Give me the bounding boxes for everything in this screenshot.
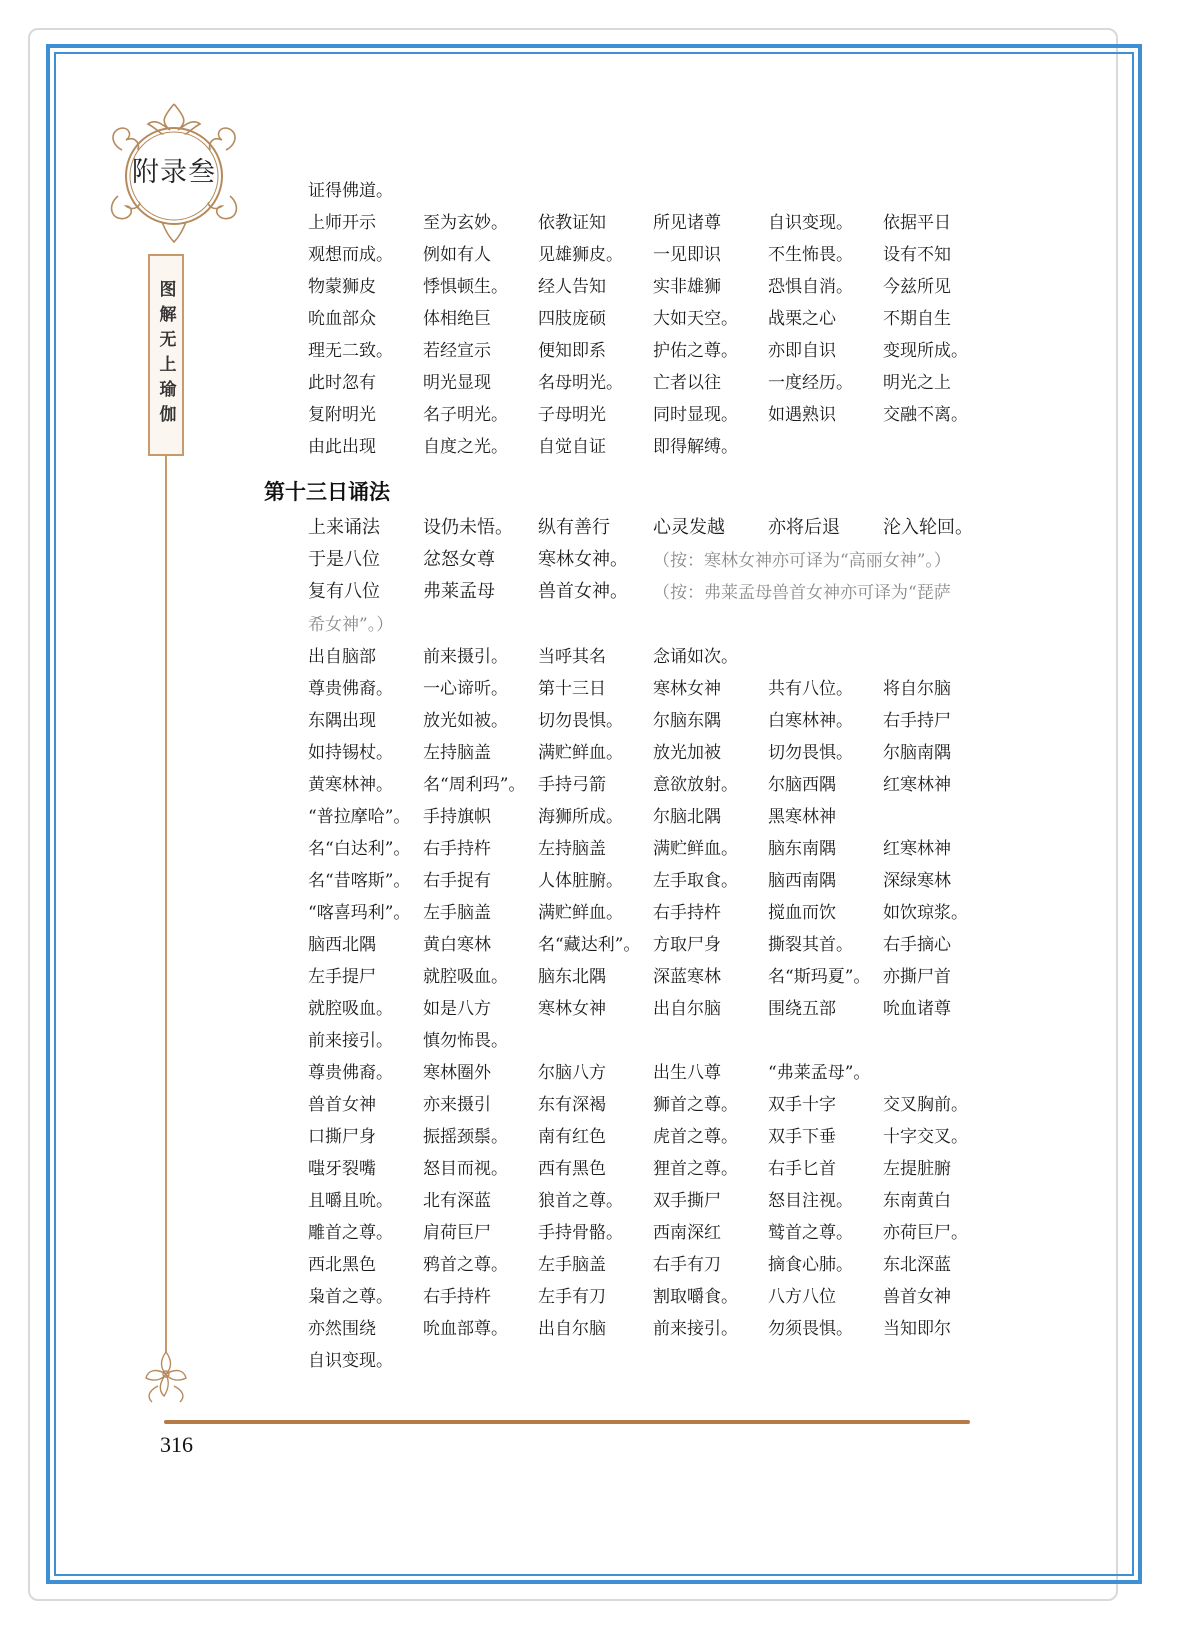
verse-phrase: 第十三日 [538,678,606,699]
verse-phrase: 前来接引。 [308,1030,393,1051]
verse-row [308,204,988,236]
verse-phrase: 经人告知 [538,276,606,297]
verse-phrase: 满贮鲜血。 [538,902,623,923]
verse-phrase: 自识变现。 [308,1350,393,1371]
footer-rule [164,1420,970,1424]
verse-phrase: 大如天空。 [653,308,738,329]
verse-phrase: 尊贵佛裔。 [308,678,393,699]
verse-phrase: 意欲放射。 [653,774,738,795]
verse-phrase: 尊贵佛裔。 [308,1062,393,1083]
verse-phrase: 枭首之尊。 [308,1286,393,1307]
verse-row [308,702,988,734]
verse-row [308,428,988,460]
verse-phrase: 出自尔脑 [538,1318,606,1339]
verse-phrase: 亦荷巨尸。 [883,1222,968,1243]
verse-row [308,1150,988,1182]
verse-phrase: 尔脑西隅 [768,774,836,795]
side-tab [148,254,184,456]
verse-phrase: 纵有善行 [538,517,610,538]
verse-phrase: 出生八尊 [653,1062,721,1083]
verse-row [308,236,988,268]
verse-phrase: 勿须畏惧。 [768,1318,853,1339]
verse-phrase: 尔脑八方 [538,1062,606,1083]
verse-phrase: 明光之上 [883,372,951,393]
verse-row [308,766,988,798]
verse-phrase: 名“藏达利”。 [538,934,641,955]
verse-row [308,734,988,766]
verse-phrase: 左持脑盖 [423,742,491,763]
verse-phrase: 黑寒林神 [768,806,836,827]
verse-phrase: 红寒林神 [883,838,951,859]
verses-day-13 [308,510,988,1374]
verse-phrase: 如饮琼浆。 [883,902,968,923]
verse-phrase: 切勿畏惧。 [538,710,623,731]
verse-row [308,638,988,670]
verse-phrase: 脑东南隅 [768,838,836,859]
verse-phrase: 满贮鲜血。 [538,742,623,763]
verse-phrase: 便知即系 [538,340,606,361]
verse-phrase: 嗤牙裂嘴 [308,1158,376,1179]
verse-phrase: 双手下垂 [768,1126,836,1147]
verse-phrase: 右手匕首 [768,1158,836,1179]
verse-phrase: 物蒙狮皮 [308,276,376,297]
verse-phrase: 弗莱孟母 [423,581,495,602]
verse-phrase: 变现所成。 [883,340,968,361]
verse-phrase: 东有深褐 [538,1094,606,1115]
verse-phrase: 依据平日 [883,212,951,233]
verse-phrase: 交融不离。 [883,404,968,425]
verse-phrase: 心灵发越 [653,517,725,538]
verse-phrase: 吮血部尊。 [423,1318,508,1339]
translator-note: （按：寒林女神亦可译为“高丽女神”。） [653,550,951,571]
verse-phrase: 前来摄引。 [423,646,508,667]
verse-phrase: 寒林圈外 [423,1062,491,1083]
verse-row [308,798,988,830]
verse-row [308,862,988,894]
verse-phrase: 尔脑东隅 [653,710,721,731]
verse-phrase: 今兹所见 [883,276,951,297]
verse-row [308,830,988,862]
verse-phrase: 亡者以往 [653,372,721,393]
verse-phrase: 围绕五部 [768,998,836,1019]
verse-row [308,1086,988,1118]
verse-row [308,1278,988,1310]
verse-phrase: 东南黄白 [883,1190,951,1211]
verse-phrase: 前来接引。 [653,1318,738,1339]
verse-row [308,574,988,606]
verse-phrase: 放光加被 [653,742,721,763]
verse-phrase: 右手有刀 [653,1254,721,1275]
verse-row [308,396,988,428]
verse-phrase: 于是八位 [308,549,380,570]
verse-row [308,606,988,638]
verse-phrase: 右手持杵 [423,838,491,859]
verse-phrase: 恐惧自消。 [768,276,853,297]
verse-phrase: 脑西北隅 [308,934,376,955]
verse-phrase: 寒林女神 [653,678,721,699]
verse-phrase: 西有黑色 [538,1158,606,1179]
verse-phrase: 振摇颈鬃。 [423,1126,508,1147]
verse-row [308,300,988,332]
verse-phrase: 右手摘心 [883,934,951,955]
verse-phrase: 雕首之尊。 [308,1222,393,1243]
verse-row [308,1214,988,1246]
verse-phrase: 手持弓箭 [538,774,606,795]
verse-phrase: 沦入轮回。 [883,517,973,538]
verse-phrase: 明光显现 [423,372,491,393]
verse-phrase: 观想而成。 [308,244,393,265]
verse-phrase: 至为玄妙。 [423,212,508,233]
verse-phrase: 右手捉有 [423,870,491,891]
verse-phrase: 依教证知 [538,212,606,233]
verse-phrase: 黄白寒林 [423,934,491,955]
verse-phrase: 一见即识 [653,244,721,265]
verse-phrase: 悸惧顿生。 [423,276,508,297]
verse-phrase: 割取嚼食。 [653,1286,738,1307]
verse-row [308,1246,988,1278]
verse-phrase: 不期自生 [883,308,951,329]
verse-phrase: 就腔吸血。 [423,966,508,987]
verse-phrase: 自度之光。 [423,436,508,457]
verse-phrase: 左手取食。 [653,870,738,891]
verse-phrase: 名子明光。 [423,404,508,425]
verse-phrase: 右手持尸 [883,710,951,731]
verse-phrase: 如遇熟识 [768,404,836,425]
verse-phrase: 寒林女神。 [538,549,628,570]
verse-phrase: 怒目而视。 [423,1158,508,1179]
verse-phrase: 脑西南隅 [768,870,836,891]
verse-phrase: 手持骨骼。 [538,1222,623,1243]
verse-phrase: 西南深红 [653,1222,721,1243]
verse-phrase: 兽首女神 [308,1094,376,1115]
verse-phrase: 切勿畏惧。 [768,742,853,763]
verse-phrase: 撕裂其首。 [768,934,853,955]
verse-phrase: 上来诵法 [308,517,380,538]
verse-phrase: 如是八方 [423,998,491,1019]
verse-phrase: 如持锡杖。 [308,742,393,763]
verse-phrase: 西北黑色 [308,1254,376,1275]
verse-phrase: 脑东北隅 [538,966,606,987]
verse-phrase: 实非雄狮 [653,276,721,297]
verse-phrase: 红寒林神 [883,774,951,795]
verse-phrase: 寒林女神 [538,998,606,1019]
verse-phrase: 怒目注视。 [768,1190,853,1211]
verse-phrase: 护佑之尊。 [653,340,738,361]
verse-phrase: 设仍未悟。 [423,517,513,538]
verse-phrase: 例如有人 [423,244,491,265]
verse-phrase: 兽首女神 [883,1286,951,1307]
verse-phrase: 东北深蓝 [883,1254,951,1275]
verse-phrase: 白寒林神。 [768,710,853,731]
verse-phrase: 当知即尔 [883,1318,951,1339]
verse-phrase: 名“周利玛”。 [423,774,526,795]
verse-phrase: 兽首女神。 [538,581,628,602]
verse-phrase: 理无二致。 [308,340,393,361]
verse-phrase: 共有八位。 [768,678,853,699]
verse-phrase: 且嚼且吮。 [308,1190,393,1211]
verse-phrase: 四肢庞硕 [538,308,606,329]
verse-row [308,894,988,926]
verse-phrase: 交叉胸前。 [883,1094,968,1115]
verse-row [308,1310,988,1342]
verse-phrase: 名“白达利”。 [308,838,411,859]
verse-phrase: 将自尔脑 [883,678,951,699]
verse-phrase: 狮首之尊。 [653,1094,738,1115]
verse-phrase: 鹫首之尊。 [768,1222,853,1243]
appendix-label: 附录叁 [132,157,216,188]
verse-phrase: 深蓝寒林 [653,966,721,987]
verse-phrase: 战栗之心 [768,308,836,329]
verse-phrase: 右手持杵 [423,1286,491,1307]
verse-phrase: 左手有刀 [538,1286,606,1307]
verse-phrase: 放光如被。 [423,710,508,731]
verse-phrase: 搅血而饮 [768,902,836,923]
verse-row [308,542,988,574]
verse-phrase: 鸦首之尊。 [423,1254,508,1275]
verse-phrase: 同时显现。 [653,404,738,425]
verse-phrase: 满贮鲜血。 [653,838,738,859]
verse-phrase: 方取尸身 [653,934,721,955]
verse-row [308,332,988,364]
verse-phrase: 八方八位 [768,1286,836,1307]
verse-phrase: 上师开示 [308,212,376,233]
verse-phrase: 深绿寒林 [883,870,951,891]
verse-row [308,268,988,300]
verse-phrase: 设有不知 [883,244,951,265]
verse-phrase: 尔脑南隅 [883,742,951,763]
verse-phrase: 双手撕尸 [653,1190,721,1211]
translator-note: 希女神”。） [308,614,394,635]
verse-phrase: 自识变现。 [768,212,853,233]
verse-phrase: 名“斯玛夏”。 [768,966,871,987]
verse-phrase: 一心谛听。 [423,678,508,699]
verse-phrase: 亦撕尸首 [883,966,951,987]
margin-rule [165,456,167,1352]
verse-row [308,958,988,990]
verse-phrase: 子母明光 [538,404,606,425]
section-heading: 第十三日诵法 [264,480,390,504]
verse-phrase: 亦来摄引 [423,1094,491,1115]
side-tab-title: 图解无上瑜伽 [155,280,176,430]
verse-phrase: 双手十字 [768,1094,836,1115]
verse-phrase: “普拉摩哈”。 [308,806,411,827]
verse-phrase: 黄寒林神。 [308,774,393,795]
verse-phrase: 右手持杵 [653,902,721,923]
verse-phrase: 由此出现 [308,436,376,457]
verse-phrase: 当呼其名 [538,646,606,667]
verse-row [308,1054,988,1086]
verse-phrase: 亦然围绕 [308,1318,376,1339]
verse-row [308,1182,988,1214]
verse-row [308,172,988,204]
verse-phrase: 北有深蓝 [423,1190,491,1211]
verse-phrase: 体相绝巨 [423,308,491,329]
verse-phrase: 若经宣示 [423,340,491,361]
verse-row [308,510,988,542]
verse-row [308,1118,988,1150]
verse-phrase: 就腔吸血。 [308,998,393,1019]
verse-row [308,364,988,396]
verse-row [308,990,988,1022]
verse-phrase: 一度经历。 [768,372,853,393]
verse-phrase: 所见诸尊 [653,212,721,233]
verse-phrase: 狸首之尊。 [653,1158,738,1179]
verse-phrase: 念诵如次。 [653,646,738,667]
verse-phrase: 见雄狮皮。 [538,244,623,265]
verse-phrase: 虎首之尊。 [653,1126,738,1147]
verse-row [308,1022,988,1054]
verse-phrase: 名“昔喀斯”。 [308,870,411,891]
translator-note: （按：弗莱孟母兽首女神亦可译为“琵萨 [653,582,951,603]
lotus-flower-icon [138,1346,194,1406]
verse-phrase: 狼首之尊。 [538,1190,623,1211]
verse-phrase: 手持旗帜 [423,806,491,827]
verse-phrase: 此时忽有 [308,372,376,393]
verses-top [308,172,988,460]
verse-phrase: 出自尔脑 [653,998,721,1019]
verse-phrase: 慎勿怖畏。 [423,1030,508,1051]
verse-phrase: 即得解缚。 [653,436,738,457]
verse-phrase: 十字交叉。 [883,1126,968,1147]
verse-phrase: 亦将后退 [768,517,840,538]
verse-phrase: 左提脏腑 [883,1158,951,1179]
verse-phrase: 摘食心肺。 [768,1254,853,1275]
verse-phrase: 亦即自识 [768,340,836,361]
verse-phrase: 证得佛道。 [308,180,393,201]
verse-phrase: 左手脑盖 [423,902,491,923]
verse-phrase: 自觉自证 [538,436,606,457]
verse-phrase: 吮血诸尊 [883,998,951,1019]
verse-phrase: 尔脑北隅 [653,806,721,827]
verse-phrase: 口撕尸身 [308,1126,376,1147]
verse-phrase: 不生怖畏。 [768,244,853,265]
verse-row [308,670,988,702]
verse-phrase: 左手提尸 [308,966,376,987]
verse-phrase: 南有红色 [538,1126,606,1147]
verse-phrase: 东隅出现 [308,710,376,731]
verse-phrase: 肩荷巨尸 [423,1222,491,1243]
verse-phrase: 复附明光 [308,404,376,425]
verse-phrase: 出自脑部 [308,646,376,667]
verse-phrase: 左持脑盖 [538,838,606,859]
verse-row [308,1342,988,1374]
verse-row [308,926,988,958]
verse-phrase: 忿怒女尊 [423,549,495,570]
verse-phrase: 名母明光。 [538,372,623,393]
verse-phrase: “弗莱孟母”。 [768,1062,871,1083]
verse-phrase: 吮血部众 [308,308,376,329]
verse-phrase: “喀喜玛利”。 [308,902,411,923]
verse-phrase: 海狮所成。 [538,806,623,827]
verse-phrase: 复有八位 [308,581,380,602]
page-number: 316 [160,1432,193,1457]
verse-phrase: 左手脑盖 [538,1254,606,1275]
verse-phrase: 人体脏腑。 [538,870,623,891]
